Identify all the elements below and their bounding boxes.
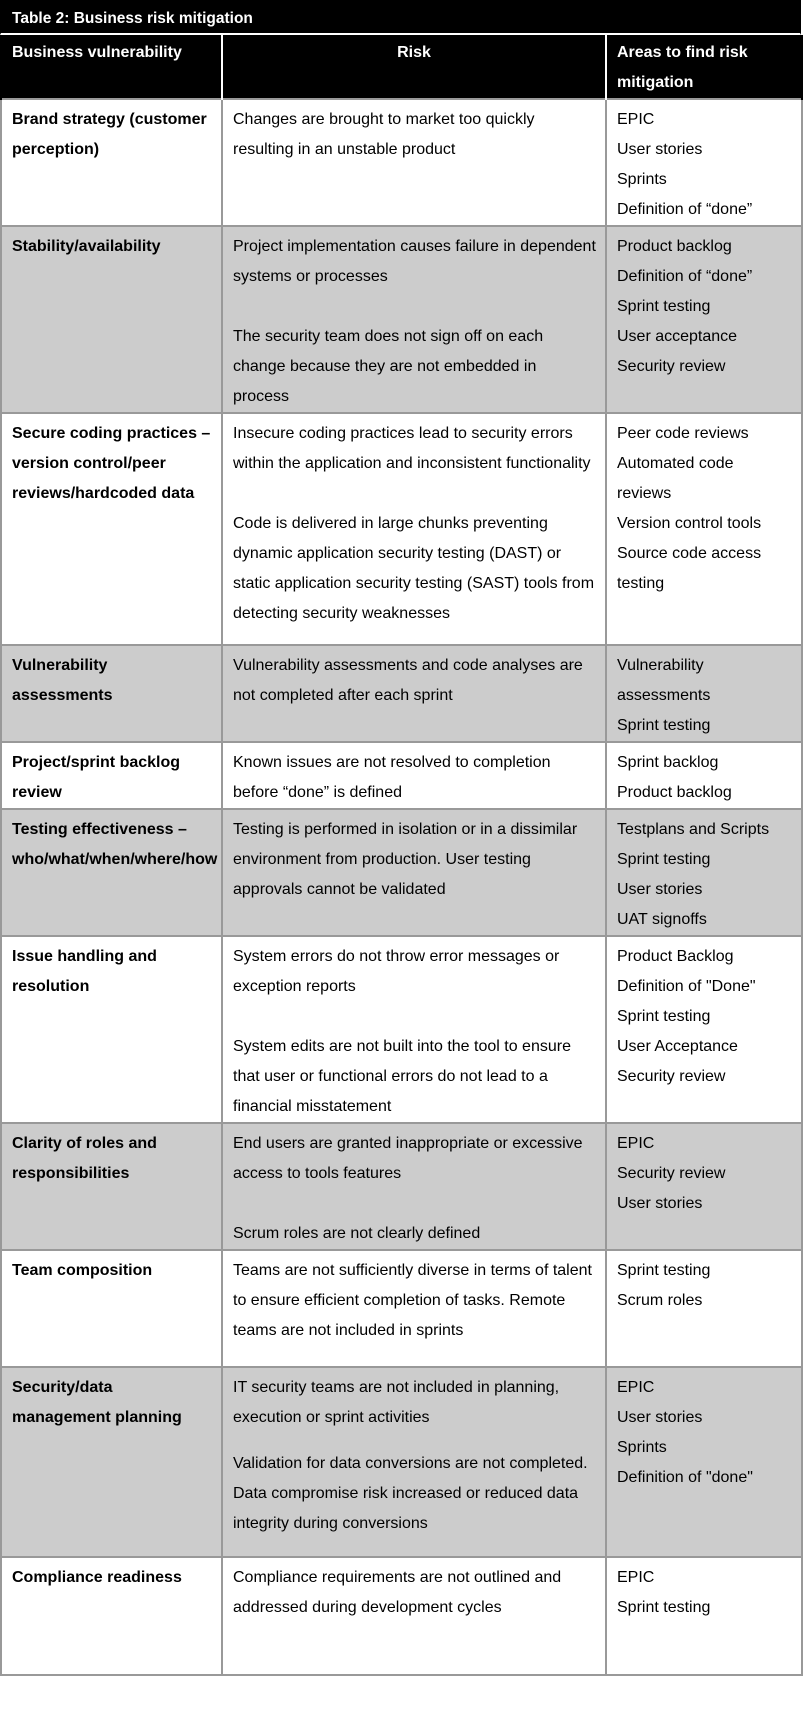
- business-vulnerability-cell: Clarity of roles and responsibilities: [1, 1123, 222, 1250]
- mitigation-item: User stories: [617, 141, 703, 158]
- mitigation-item: Sprint testing: [617, 1599, 711, 1616]
- risk-paragraph: Teams are not sufficiently diverse in terms of talent to ensure efficient completion of tasks. Remote teams are not included in sprints: [233, 1262, 592, 1339]
- mitigation-item: UAT signoffs: [617, 911, 707, 928]
- table-row: [1, 936, 802, 1123]
- mitigation-item: EPIC: [617, 111, 655, 128]
- risk-paragraph: Vulnerability assessments and code analyses are not completed after each sprint: [233, 657, 583, 704]
- risk-paragraph: Known issues are not resolved to completion before “done” is defined: [233, 754, 551, 801]
- business-vulnerability-cell: Issue handling and resolution: [1, 936, 222, 1123]
- mitigation-item: Security review: [617, 358, 726, 375]
- risk-cell: [222, 1250, 606, 1367]
- risk-paragraph: End users are granted inappropriate or excessive access to tools features: [233, 1135, 583, 1182]
- business-vulnerability-cell: Testing effectiveness – who/what/when/where/how: [1, 809, 222, 936]
- table-row: [1, 809, 802, 936]
- risk-cell: [222, 99, 606, 226]
- mitigation-cell: [606, 226, 802, 413]
- mitigation-item: Product backlog: [617, 238, 732, 255]
- business-vulnerability-cell: Secure coding practices – version control/peer reviews/hardcoded data: [1, 413, 222, 645]
- mitigation-cell: [606, 1250, 802, 1367]
- mitigation-item: User stories: [617, 1409, 703, 1426]
- mitigation-item: Sprint testing: [617, 717, 711, 734]
- mitigation-cell: [606, 1557, 802, 1675]
- mitigation-item: User stories: [617, 881, 703, 898]
- mitigation-cell: [606, 809, 802, 936]
- business-vulnerability-cell: Vulnerability assessments: [1, 645, 222, 742]
- mitigation-item: Product backlog: [617, 784, 732, 801]
- table-row: [1, 1367, 802, 1557]
- mitigation-item: Security review: [617, 1068, 726, 1085]
- risk-paragraph: Insecure coding practices lead to security errors within the application and inconsistent functionality: [233, 425, 591, 472]
- business-vulnerability-cell: Compliance readiness: [1, 1557, 222, 1675]
- risk-cell: [222, 742, 606, 809]
- mitigation-item: Definition of “done”: [617, 268, 753, 285]
- risk-paragraph: Scrum roles are not clearly defined: [233, 1225, 481, 1242]
- mitigation-item: EPIC: [617, 1379, 655, 1396]
- mitigation-item: Sprint testing: [617, 1262, 711, 1279]
- table-body: [1, 99, 802, 1675]
- risk-cell: [222, 1367, 606, 1557]
- risk-paragraph: Testing is performed in isolation or in a dissimilar environment from production. User testing approvals cannot be validated: [233, 821, 578, 898]
- header-row: [1, 35, 802, 99]
- mitigation-item: Sprint backlog: [617, 754, 719, 771]
- mitigation-item: Definition of "Done": [617, 978, 756, 995]
- business-vulnerability-cell: Project/sprint backlog review: [1, 742, 222, 809]
- business-vulnerability-cell: Security/data management planning: [1, 1367, 222, 1557]
- header-risk: Risk: [222, 35, 606, 99]
- mitigation-item: Definition of "done": [617, 1469, 753, 1486]
- mitigation-item: Peer code reviews: [617, 425, 749, 442]
- table-row: [1, 1557, 802, 1675]
- mitigation-cell: [606, 742, 802, 809]
- mitigation-item: Product Backlog: [617, 948, 734, 965]
- table-caption: Table 2: Business risk mitigation: [0, 0, 801, 35]
- table-row: [1, 413, 802, 645]
- business-risk-table: [0, 35, 803, 1676]
- mitigation-item: Source code access testing: [617, 545, 762, 592]
- mitigation-item: Sprints: [617, 171, 667, 188]
- table-row: [1, 645, 802, 742]
- mitigation-cell: [606, 413, 802, 645]
- risk-paragraph: IT security teams are not included in planning, execution or sprint activities: [233, 1379, 560, 1426]
- mitigation-item: User Acceptance: [617, 1038, 738, 1055]
- business-vulnerability-cell: Team composition: [1, 1250, 222, 1367]
- mitigation-item: Sprint testing: [617, 851, 711, 868]
- mitigation-cell: [606, 645, 802, 742]
- mitigation-item: Vulnerability assessments: [617, 657, 711, 704]
- business-vulnerability-cell: Stability/availability: [1, 226, 222, 413]
- table-row: [1, 99, 802, 226]
- mitigation-cell: [606, 1367, 802, 1557]
- mitigation-cell: [606, 1123, 802, 1250]
- risk-cell: [222, 1123, 606, 1250]
- mitigation-item: Automated code reviews: [617, 455, 734, 502]
- mitigation-item: Sprint testing: [617, 298, 711, 315]
- table-row: [1, 742, 802, 809]
- mitigation-item: Scrum roles: [617, 1292, 703, 1309]
- risk-cell: [222, 809, 606, 936]
- risk-paragraph: Code is delivered in large chunks preventing dynamic application security testing (DAST) or static application security testing (SAST) tools from detecting security weaknesses: [233, 515, 595, 622]
- table-row: [1, 1123, 802, 1250]
- risk-paragraph: Compliance requirements are not outlined and addressed during development cycles: [233, 1569, 562, 1616]
- mitigation-item: Testplans and Scripts: [617, 821, 770, 838]
- table-row: [1, 226, 802, 413]
- risk-cell: [222, 936, 606, 1123]
- mitigation-item: Version control tools: [617, 515, 762, 532]
- risk-cell: [222, 413, 606, 645]
- mitigation-cell: [606, 936, 802, 1123]
- risk-paragraph: System edits are not built into the tool to ensure that user or functional errors do not lead to a financial misstatement: [233, 1038, 571, 1115]
- risk-cell: [222, 645, 606, 742]
- mitigation-item: Definition of “done”: [617, 201, 753, 218]
- risk-cell: [222, 1557, 606, 1675]
- mitigation-item: EPIC: [617, 1135, 655, 1152]
- mitigation-cell: [606, 99, 802, 226]
- mitigation-item: Security review: [617, 1165, 726, 1182]
- table-row: [1, 1250, 802, 1367]
- mitigation-item: Sprint testing: [617, 1008, 711, 1025]
- mitigation-item: User acceptance: [617, 328, 738, 345]
- mitigation-item: EPIC: [617, 1569, 655, 1586]
- header-mitigation-areas: Areas to find risk mitigation: [606, 35, 802, 99]
- risk-paragraph: Validation for data conversions are not completed. Data compromise risk increased or reduced data integrity during conversions: [233, 1455, 588, 1532]
- mitigation-item: User stories: [617, 1195, 703, 1212]
- business-vulnerability-cell: Brand strategy (customer perception): [1, 99, 222, 226]
- risk-paragraph: The security team does not sign off on each change because they are not embedded in process: [233, 328, 544, 405]
- header-business-vulnerability: Business vulnerability: [1, 35, 222, 99]
- risk-paragraph: Changes are brought to market too quickly resulting in an unstable product: [233, 111, 535, 158]
- mitigation-item: Sprints: [617, 1439, 667, 1456]
- risk-paragraph: System errors do not throw error messages or exception reports: [233, 948, 560, 995]
- risk-cell: [222, 226, 606, 413]
- risk-paragraph: Project implementation causes failure in dependent systems or processes: [233, 238, 596, 285]
